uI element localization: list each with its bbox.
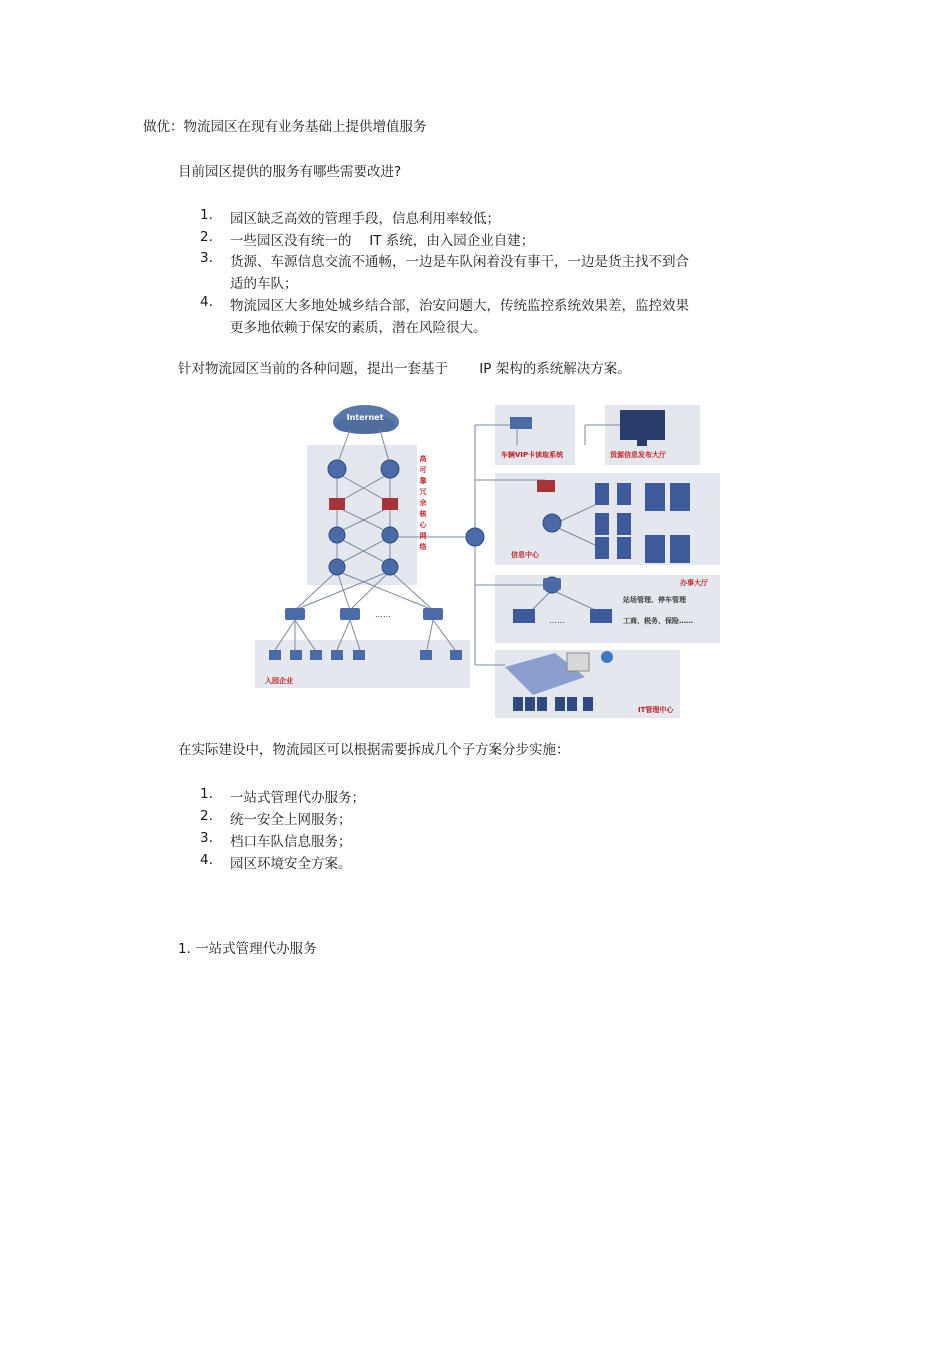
ellipsis-label: ……: [375, 610, 391, 619]
it-center-label: IT管理中心: [638, 706, 674, 714]
display-screen-icon: [620, 410, 665, 440]
list-item: 一些园区没有统一的 IT 系统，由入园企业自建；: [230, 233, 535, 249]
section-title: 1. 一站式管理代办服务: [178, 941, 317, 957]
list-number: 1.: [200, 786, 213, 802]
list-item: 物流园区大多地处城乡结合部，治安问题大，传统监控系统效果差，监控效果: [230, 298, 689, 314]
enterprises-label: 入园企业: [265, 677, 293, 685]
list-item-continued: 适的车队；: [230, 276, 298, 292]
list-item-continued: 更多地依赖于保安的素质，潜在风险很大。: [230, 320, 487, 336]
list-item: 档口车队信息服务；: [230, 834, 352, 850]
info-center-label: 信息中心: [511, 551, 539, 559]
list-item: 货源、车源信息交流不通畅，一边是车队闲着没有事干，一边是货主找不到合: [230, 254, 689, 270]
list-item: 统一安全上网服务；: [230, 812, 352, 828]
list-number: 3.: [200, 830, 213, 846]
service-items-1: 站场管理、停车管理: [623, 596, 686, 604]
monitor-icon: [567, 653, 589, 671]
solution-intro: 针对物流园区当前的各种问题，提出一套基于 IP 架构的系统解决方案。: [178, 361, 631, 377]
service-hall-label: 办事大厅: [680, 579, 708, 587]
list-item: 园区缺乏高效的管理手段，信息利用率较低；: [230, 211, 500, 227]
construction-intro: 在实际建设中，物流园区可以根据需要拆成几个子方案分步实施：: [178, 742, 570, 758]
card-reader-icon: [510, 417, 532, 429]
page-heading: 做优：物流园区在现有业务基础上提供增值服务: [143, 119, 427, 135]
list-number: 2.: [200, 808, 213, 824]
vehicle-system-label: 车辆VIP卡读取系统: [501, 451, 564, 459]
question-text: 目前园区提供的服务有哪些需要改进?: [178, 164, 402, 180]
list-number: 1.: [200, 207, 213, 223]
list-item: 园区环境安全方案。: [230, 856, 352, 872]
service-items-2: 工商、税务、保险……: [623, 617, 693, 625]
internet-label: Internet: [346, 413, 384, 422]
list-number: 4.: [200, 852, 213, 868]
core-network-label: 高可靠冗余核心网络: [419, 455, 427, 554]
list-number: 4.: [200, 294, 213, 310]
list-item: 一站式管理代办服务；: [230, 790, 365, 806]
list-number: 2.: [200, 229, 213, 245]
ellipsis-label: ……: [549, 616, 565, 625]
cargo-hall-label: 货源信息发布大厅: [610, 451, 666, 459]
core-network-panel: [307, 445, 417, 585]
list-number: 3.: [200, 250, 213, 266]
chart-icon: [601, 651, 613, 663]
network-architecture-diagram: [255, 395, 725, 720]
